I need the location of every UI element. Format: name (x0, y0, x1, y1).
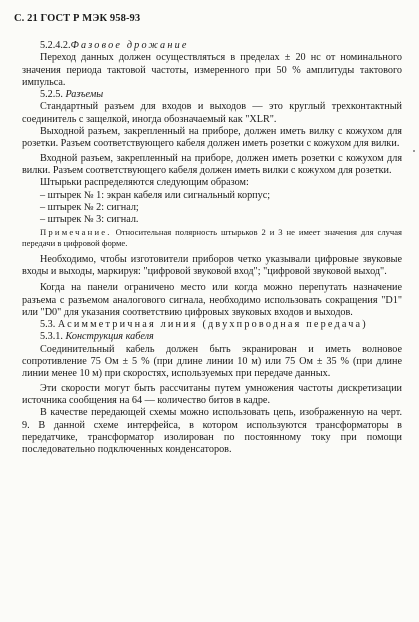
paragraph: Эти скорости могут быть рассчитаны путем умножения частоты дискретизации источника сообщения на 64 — количество битов в кадре. (22, 382, 402, 406)
list-item: – штырек № 1: экран кабеля или сигнальный корпус; (40, 189, 271, 201)
paragraph: Необходимо, чтобы изготовители приборов четко указывали цифровые звуковые входы и выходы, маркируя: "цифровой звуковой вход"; "цифровой звуковой выход". (22, 253, 402, 277)
section-number: 5.3.1. (40, 331, 63, 343)
section-title: Асимметричная линия (двухпроводная передача) (57, 319, 368, 331)
paragraph: Когда на панели ограничено место или когда можно перепутать назначение разъема с разъемом аналогового сигнала, необходимо использовать сокращения "D1" или "D0" для указания соответствию цифровых звуковых входов и выходов. (22, 282, 402, 318)
paragraph: Стандартный разъем для входов и выходов — это круглый трехконтактный соединитель с защелкой, иногда обозначаемый как "XLR". (22, 101, 402, 125)
paragraph: Соединительный кабель должен быть экранирован и иметь волновое сопротивление 75 Ом ± 5 % (при длине линии 10 м) или 75 Ом ± 35 % (при длине линии менее 10 м) при скоростях, используемых при передаче данных. (22, 343, 402, 380)
section-5-3-1-heading (22, 331, 402, 343)
page-content (22, 40, 402, 456)
note (22, 227, 402, 248)
section-title: Разъемы (65, 89, 104, 101)
note-label: Примечание. (40, 227, 112, 238)
paragraph: Входной разъем, закрепленный на приборе, должен иметь розетки с кожухом для вилки. Разъем соответствующего кабеля должен иметь вилки с кожухом для розетки. (22, 152, 402, 176)
section-5-2-5-heading (22, 89, 402, 101)
section-number: 5.3. (40, 319, 56, 331)
section-5-2-4-2-heading (22, 40, 402, 52)
scan-mark (413, 150, 415, 152)
section-title: Фазовое дрожание (70, 40, 189, 51)
paragraph: Штырьки распределяются следующим образом: (40, 177, 249, 189)
page-header: С. 21 ГОСТ Р МЭК 958-93 (14, 13, 141, 24)
paragraph: Переход данных должен осуществляться в пределах ± 20 нс от номинального значения периода тактовой частоты, измеренного при 50 % амплитуды тактового импульса. (22, 52, 402, 88)
paragraph: Выходной разъем, закрепленный на приборе, должен иметь вилку с кожухом для розетки. Разъем соответствующего кабеля должен иметь розетки с кожухом для вилки. (22, 126, 402, 150)
section-number: 5.2.5. (40, 89, 63, 101)
paragraph: В качестве передающей схемы можно использовать цепь, изображенную на черт. 9. В данной схеме интерфейса, в котором используются трансформаторы в передатчике, трансформатор изолирован по постоянному току при помощи последовательно подключенных конденсаторов. (22, 407, 402, 456)
list-item: – штырек № 2: сигнал; (40, 201, 139, 213)
section-title: Конструкция кабеля (65, 331, 154, 343)
section-number: 5.2.4.2. (40, 40, 71, 51)
list-item: – штырек № 3: сигнал. (40, 214, 139, 226)
note-text: Относительная полярность штырьков 2 и 3 не имеет значения для случая передачи в цифровой форме. (22, 227, 402, 249)
section-5-3-heading (22, 319, 402, 331)
